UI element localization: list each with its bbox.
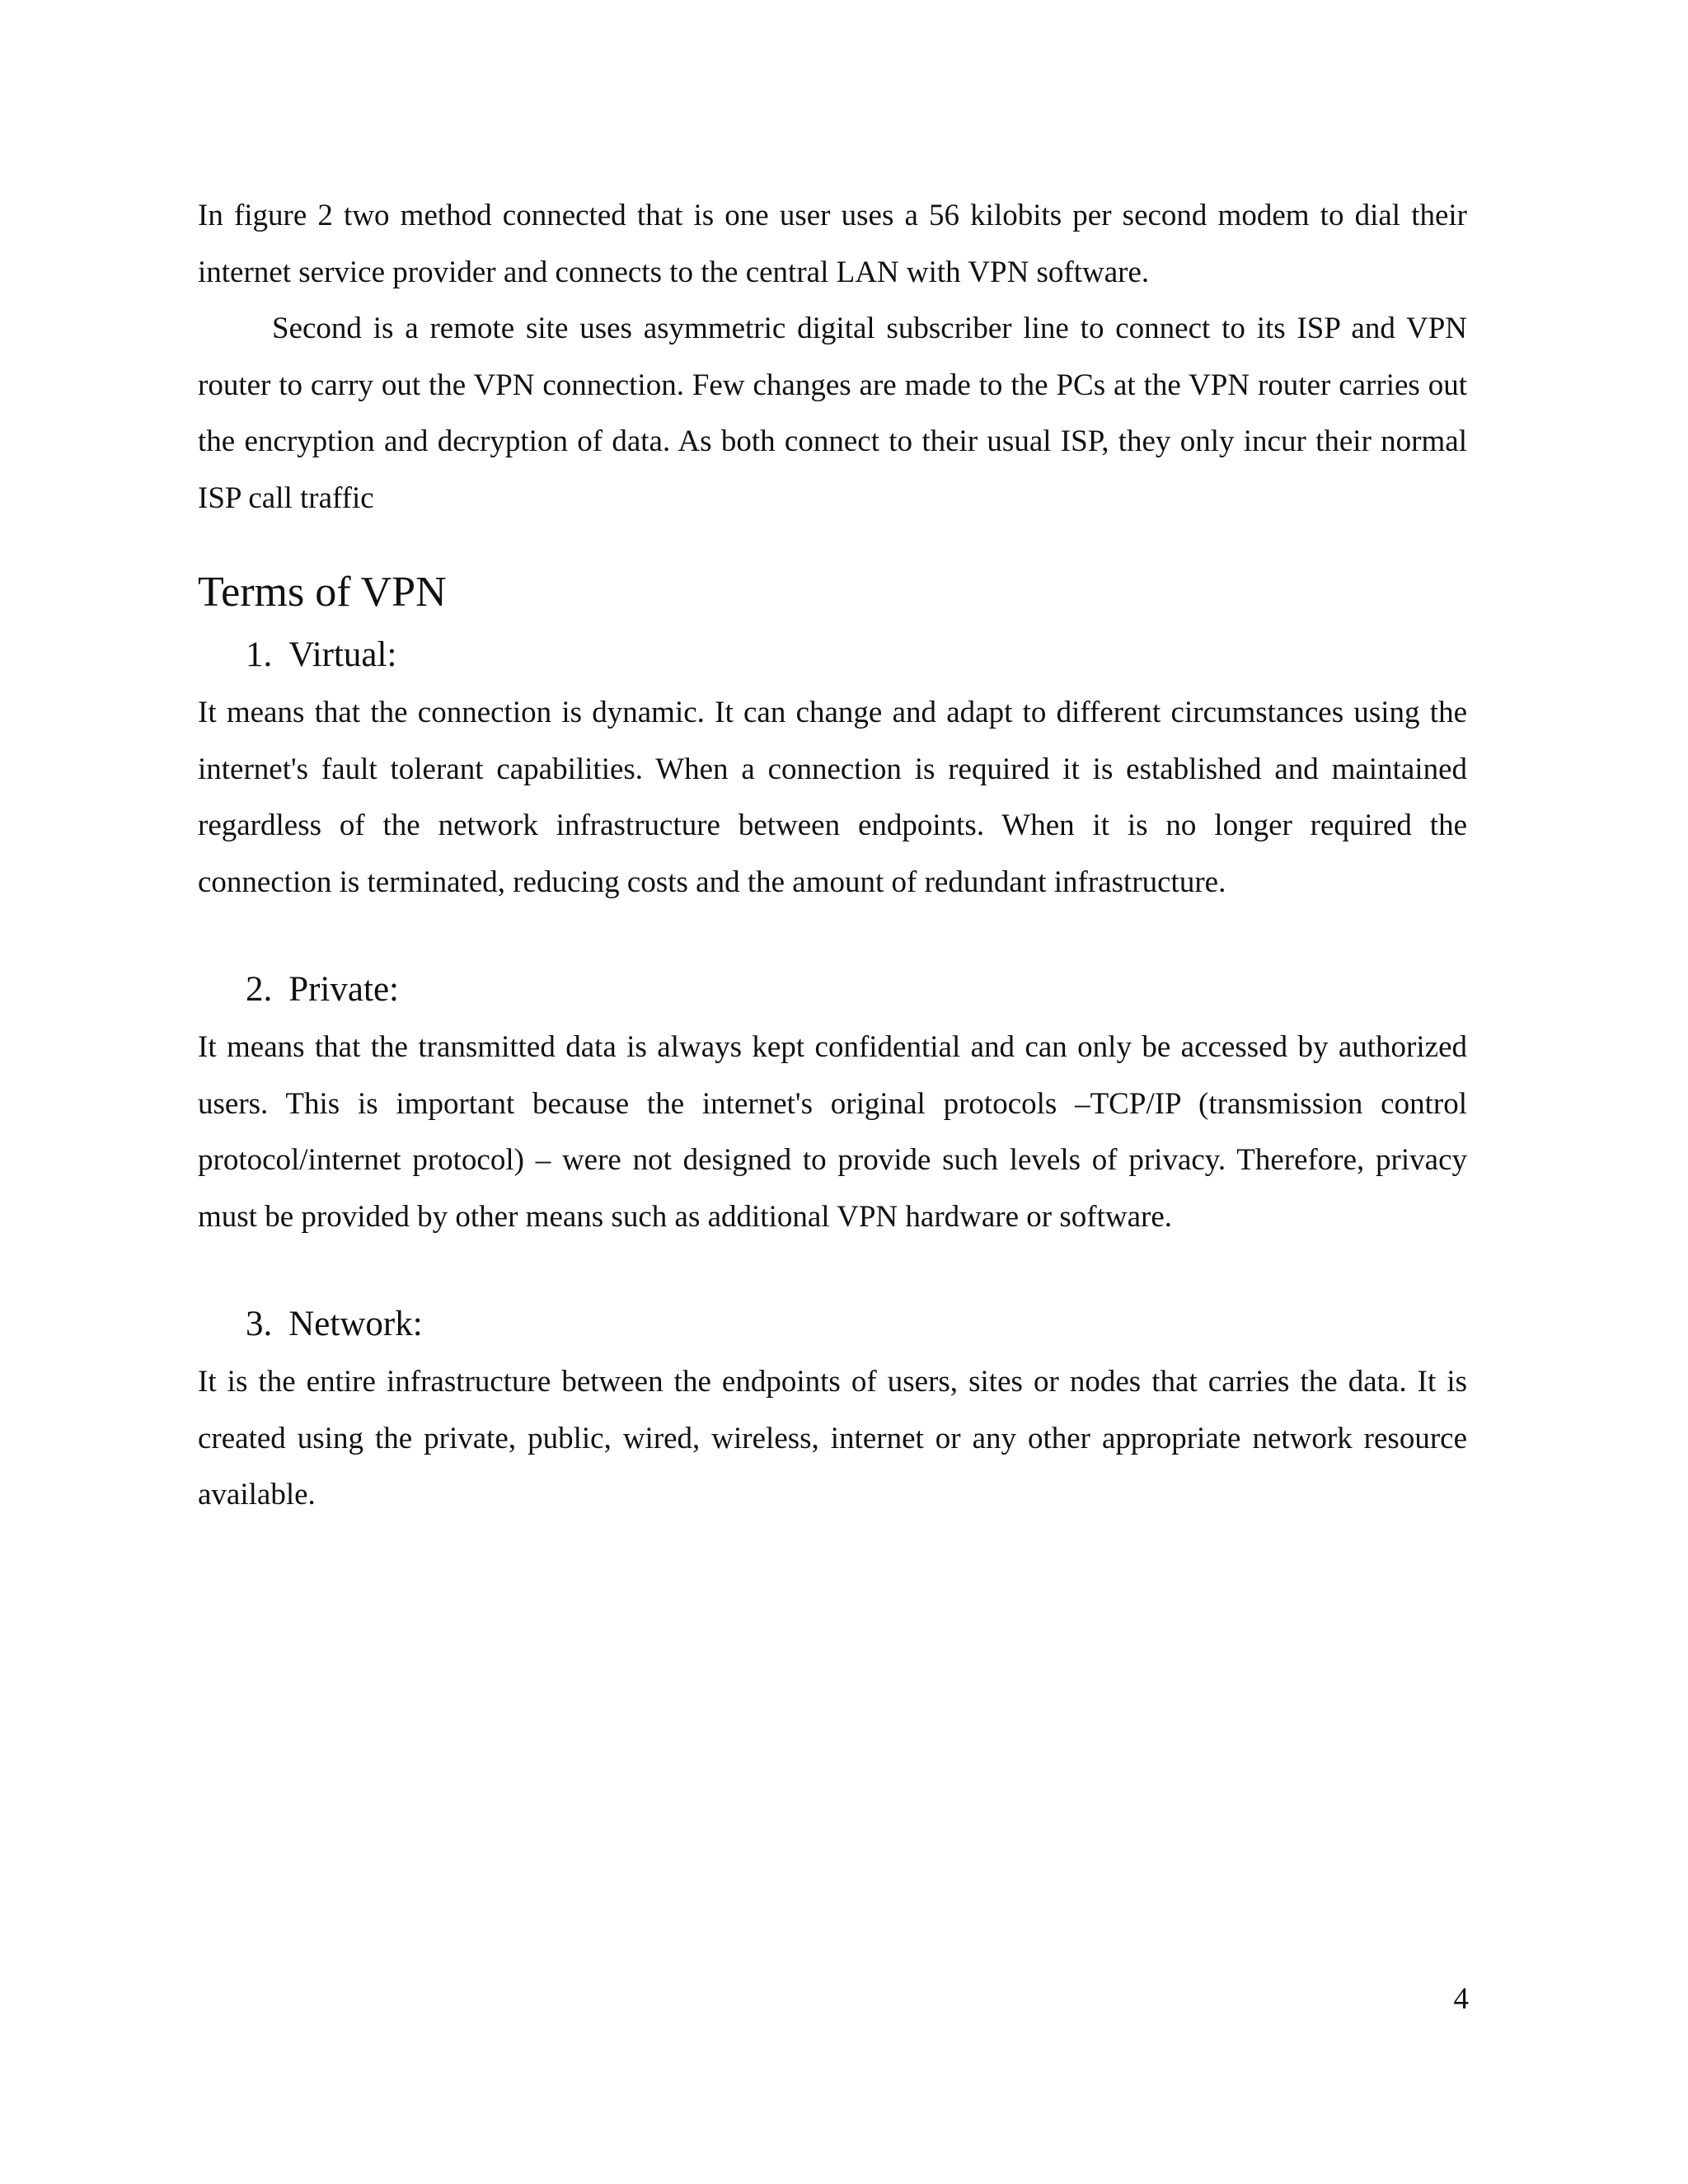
section-title: Terms of VPN [198, 569, 447, 616]
term-text: It means that the connection is dynamic. It can change and adapt to different circumstances using the internet's fault tolerant capabilities. When a connection is required it is established and maintained regardless of the network infrastructure between endpoints. When it is no longer required the connection is terminated, reducing costs and the amount of redundant infrastructure. [198, 696, 1467, 899]
document-page [198, 188, 1467, 1524]
term-heading [198, 1295, 1467, 1354]
term-number: 3. [246, 1305, 273, 1343]
intro-paragraph-2: Second is a remote site uses asymmetric digital subscriber line to connect to its ISP and VPN router to carry out the VPN connection. Few changes are made to the PCs at the VPN router carries out the encryption and decryption of data. As both connect to their usual ISP, they only incur their normal ISP call traffic [198, 312, 1467, 515]
page-number: 4 [1453, 1982, 1469, 2016]
term-number: 1. [246, 635, 273, 674]
intro-paragraph-1: In figure 2 two method connected that is one user uses a 56 kilobits per second modem to dial their internet service provider and connects to the central LAN with VPN software. [198, 199, 1467, 289]
term-number: 2. [246, 970, 273, 1009]
term-private [198, 960, 1467, 1245]
term-text: It means that the transmitted data is always kept confidential and can only be accessed by authorized users. This is important because the internet's original protocols –TCP/IP (transmission control protocol/internet protocol) – were not designed to provide such levels of privacy. Therefore, privacy must be provided by other means such as additional VPN hardware or software. [198, 1030, 1467, 1234]
term-heading-label: Virtual: [288, 635, 397, 674]
term-heading [198, 626, 1467, 685]
term-text: It is the entire infrastructure between the endpoints of users, sites or nodes that carries the data. It is created using the private, public, wired, wireless, internet or any other appropriate network resource available. [198, 1365, 1467, 1511]
term-virtual [198, 626, 1467, 911]
term-heading-label: Private: [288, 970, 399, 1009]
term-heading-label: Network: [288, 1305, 423, 1343]
term-network [198, 1295, 1467, 1524]
term-heading [198, 960, 1467, 1019]
